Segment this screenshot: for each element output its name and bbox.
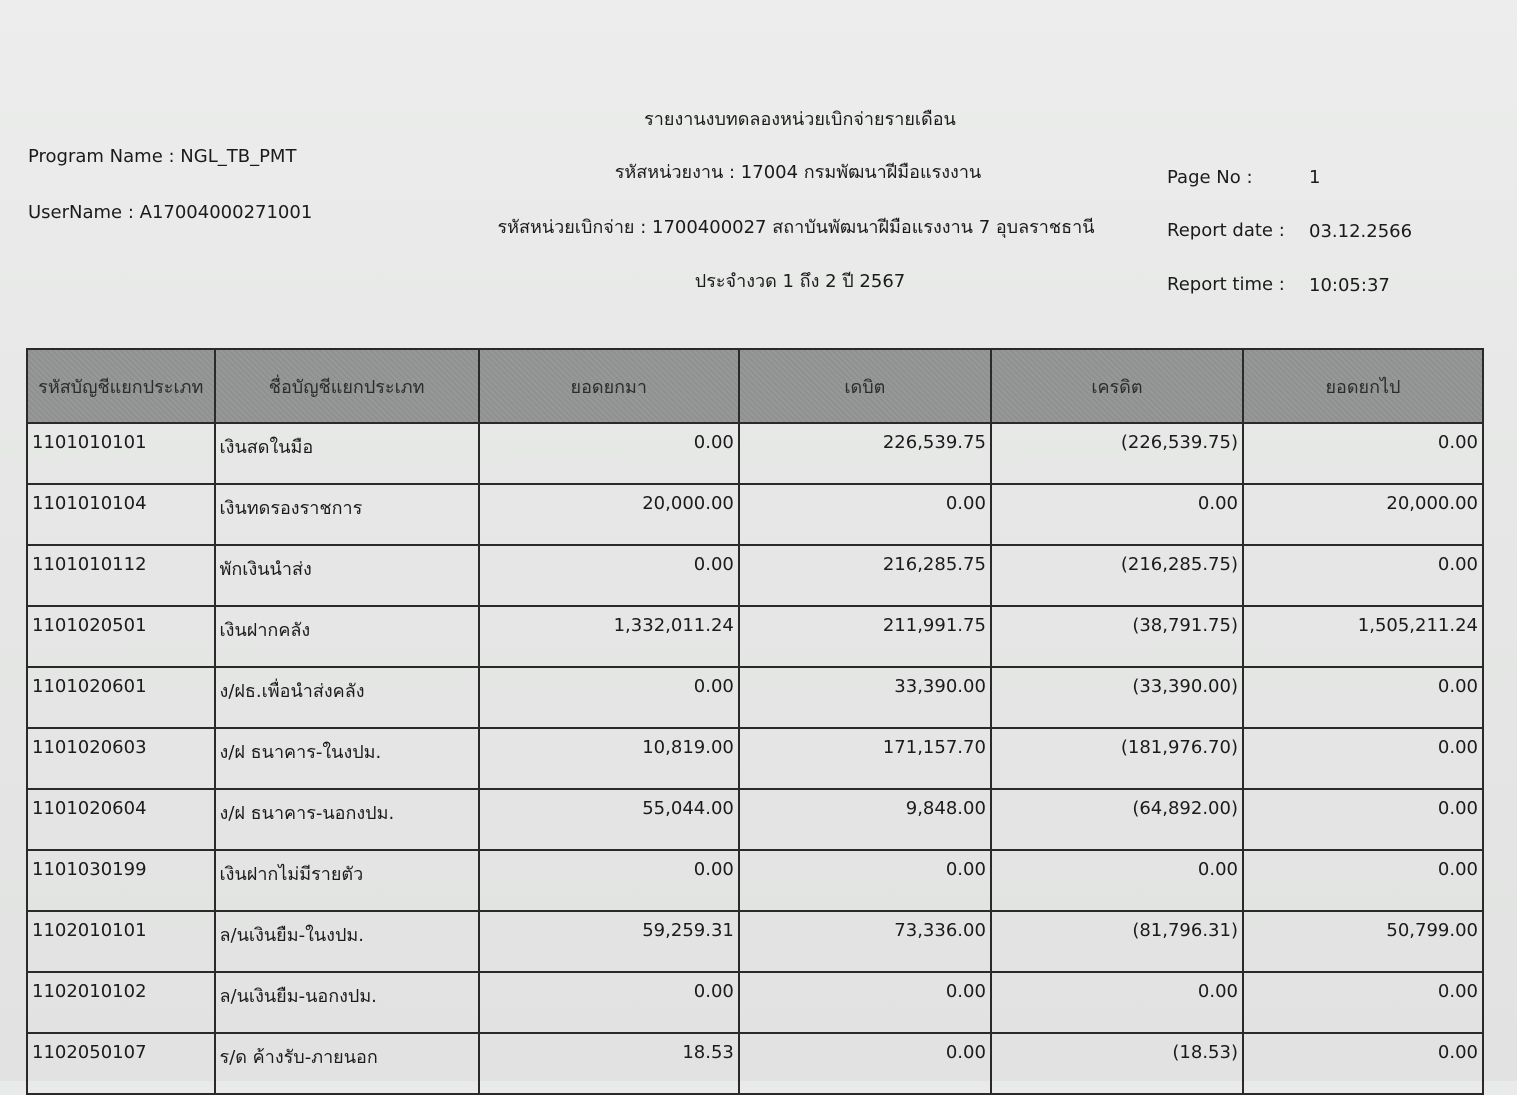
cell-balance-carried: 50,799.00 (1243, 911, 1483, 972)
cell-balance-forward: 10,819.00 (479, 728, 739, 789)
cell-account-code: 1101020601 (27, 667, 215, 728)
cell-debit: 0.00 (739, 972, 991, 1033)
disbursing-unit-line: รหัสหน่วยเบิกจ่าย : 1700400027 สถาบันพัฒนาฝีมือแรงงาน 7 อุบลราชธานี (497, 217, 1095, 238)
cell-debit: 226,539.75 (739, 423, 991, 484)
cell-account-name: เงินฝากคลัง (215, 606, 479, 667)
header-account-code: รหัสบัญชีแยกประเภท (27, 349, 215, 423)
cell-account-code: 1101010101 (27, 423, 215, 484)
cell-account-code: 1101020604 (27, 789, 215, 850)
cell-account-name: เงินทดรองราชการ (215, 484, 479, 545)
cell-credit: 0.00 (991, 850, 1243, 911)
cell-balance-carried: 0.00 (1243, 728, 1483, 789)
cell-account-name: เงินสดในมือ (215, 423, 479, 484)
cell-balance-carried: 0.00 (1243, 972, 1483, 1033)
cell-credit: 0.00 (991, 972, 1243, 1033)
cell-balance-forward: 55,044.00 (479, 789, 739, 850)
page-no-label: Page No : (1167, 167, 1253, 188)
cell-account-name: เงินฝากไม่มีรายตัว (215, 850, 479, 911)
cell-balance-forward: 0.00 (479, 972, 739, 1033)
cell-account-code: 1101020501 (27, 606, 215, 667)
user-name: UserName : A17004000271001 (28, 202, 313, 223)
report-time-label: Report time : (1167, 274, 1285, 295)
trial-balance-table (26, 348, 1484, 1095)
cell-balance-forward: 0.00 (479, 423, 739, 484)
program-name: Program Name : NGL_TB_PMT (28, 146, 297, 167)
cell-account-name: ล/นเงินยืม-นอกงปม. (215, 972, 479, 1033)
cell-balance-forward: 18.53 (479, 1033, 739, 1094)
cell-debit: 73,336.00 (739, 911, 991, 972)
cell-credit: (216,285.75) (991, 545, 1243, 606)
agency-line: รหัสหน่วยงาน : 17004 กรมพัฒนาฝีมือแรงงาน (614, 162, 982, 183)
table-row (27, 423, 1483, 484)
cell-balance-carried: 0.00 (1243, 850, 1483, 911)
table-row (27, 850, 1483, 911)
cell-credit: (38,791.75) (991, 606, 1243, 667)
report-date-value: 03.12.2566 (1309, 221, 1413, 242)
report-title: รายงานงบทดลองหน่วยเบิกจ่ายรายเดือน (644, 109, 956, 130)
table-header-row (27, 349, 1483, 423)
cell-account-code: 1101020603 (27, 728, 215, 789)
report-date-label: Report date : (1167, 220, 1285, 241)
table-row (27, 484, 1483, 545)
table-row (27, 911, 1483, 972)
cell-credit: (226,539.75) (991, 423, 1243, 484)
cell-balance-forward: 1,332,011.24 (479, 606, 739, 667)
cell-debit: 0.00 (739, 1033, 991, 1094)
period-line: ประจำงวด 1 ถึง 2 ปี 2567 (694, 271, 906, 292)
cell-account-code: 1102050107 (27, 1033, 215, 1094)
cell-account-code: 1101010112 (27, 545, 215, 606)
cell-debit: 216,285.75 (739, 545, 991, 606)
cell-account-code: 1101030199 (27, 850, 215, 911)
header-debit: เดบิต (739, 349, 991, 423)
cell-balance-forward: 0.00 (479, 667, 739, 728)
table-row (27, 789, 1483, 850)
cell-credit: 0.00 (991, 484, 1243, 545)
cell-balance-carried: 0.00 (1243, 545, 1483, 606)
cell-credit: (64,892.00) (991, 789, 1243, 850)
table-row (27, 545, 1483, 606)
cell-balance-carried: 0.00 (1243, 1033, 1483, 1094)
cell-debit: 211,991.75 (739, 606, 991, 667)
cell-account-name: ง/ฝ ธนาคาร-นอกงปม. (215, 789, 479, 850)
table-row (27, 667, 1483, 728)
cell-credit: (81,796.31) (991, 911, 1243, 972)
cell-account-code: 1102010101 (27, 911, 215, 972)
cell-account-name: ง/ฝธ.เพื่อนำส่งคลัง (215, 667, 479, 728)
cell-credit: (18.53) (991, 1033, 1243, 1094)
cell-balance-forward: 59,259.31 (479, 911, 739, 972)
cell-debit: 33,390.00 (739, 667, 991, 728)
header-credit: เครดิต (991, 349, 1243, 423)
cell-debit: 9,848.00 (739, 789, 991, 850)
cell-credit: (181,976.70) (991, 728, 1243, 789)
table-row (27, 728, 1483, 789)
cell-account-code: 1101010104 (27, 484, 215, 545)
header-balance-forward: ยอดยกมา (479, 349, 739, 423)
cell-debit: 0.00 (739, 484, 991, 545)
cell-balance-carried: 20,000.00 (1243, 484, 1483, 545)
cell-balance-carried: 0.00 (1243, 423, 1483, 484)
header-balance-carried: ยอดยกไป (1243, 349, 1483, 423)
cell-balance-forward: 0.00 (479, 850, 739, 911)
table-row (27, 972, 1483, 1033)
cell-balance-forward: 20,000.00 (479, 484, 739, 545)
table-row (27, 1033, 1483, 1094)
cell-account-name: ง/ฝ ธนาคาร-ในงปม. (215, 728, 479, 789)
header-account-name: ชื่อบัญชีแยกประเภท (215, 349, 479, 423)
cell-debit: 0.00 (739, 850, 991, 911)
cell-balance-carried: 1,505,211.24 (1243, 606, 1483, 667)
cell-debit: 171,157.70 (739, 728, 991, 789)
table-row (27, 606, 1483, 667)
page-no-value: 1 (1309, 167, 1321, 188)
cell-balance-carried: 0.00 (1243, 789, 1483, 850)
cell-credit: (33,390.00) (991, 667, 1243, 728)
cell-account-code: 1102010102 (27, 972, 215, 1033)
report-time-value: 10:05:37 (1309, 275, 1390, 296)
cell-account-name: ล/นเงินยืม-ในงปม. (215, 911, 479, 972)
cell-account-name: พักเงินนำส่ง (215, 545, 479, 606)
cell-balance-forward: 0.00 (479, 545, 739, 606)
cell-account-name: ร/ด ค้างรับ-ภายนอก (215, 1033, 479, 1094)
cell-balance-carried: 0.00 (1243, 667, 1483, 728)
